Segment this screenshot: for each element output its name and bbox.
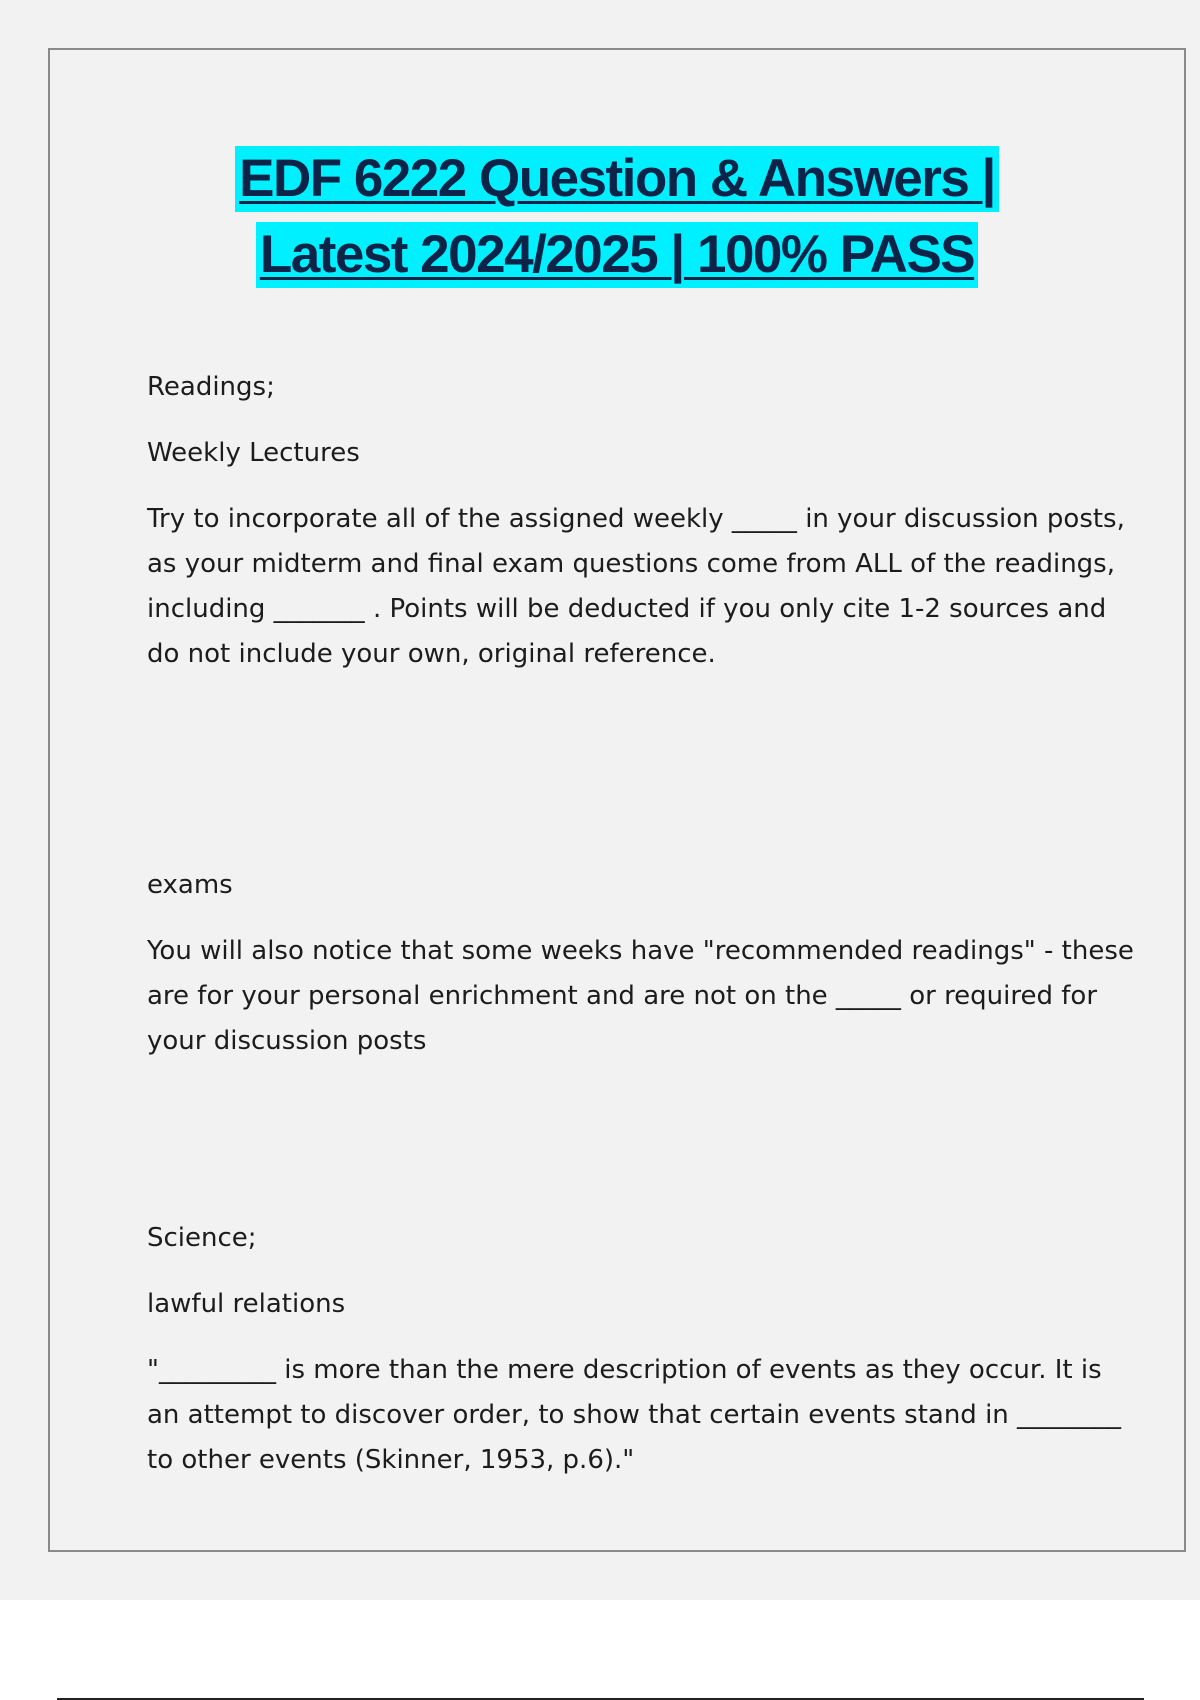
page-bottom-area [0,1600,1200,1700]
answer-weekly-lectures: Weekly Lectures [147,438,360,468]
term-readings: Readings; [147,372,275,402]
question-readings: Try to incorporate all of the assigned weekly _____ in your discussion posts, as your midterm and final exam questions come from ALL of the readings, including _______ . Points will be deducted if you only cite 1-2 sources and do not include your own, original reference. [147,504,1125,669]
title-line-2: Latest 2024/2025 | 100% PASS [256,222,978,288]
term-exams: exams [147,870,233,900]
question-exams: You will also notice that some weeks have "recommended readings" - these are for your personal enrichment and are not on the _____ or required for your discussion posts [147,936,1134,1056]
qa-block-readings [147,365,1137,677]
qa-block-exams [147,863,1137,1064]
term-science: Science; [147,1223,257,1253]
question-science: "_________ is more than the mere description of events as they occur. It is an attempt to discover order, to show that certain events stand in ________ to other events (Skinner, 1953, p.6)." [147,1355,1122,1475]
answer-lawful-relations: lawful relations [147,1289,346,1319]
document-title [50,146,1184,298]
qa-block-science [147,1216,1137,1483]
document-page [48,48,1186,1552]
title-line-1: EDF 6222 Question & Answers | [235,146,999,212]
